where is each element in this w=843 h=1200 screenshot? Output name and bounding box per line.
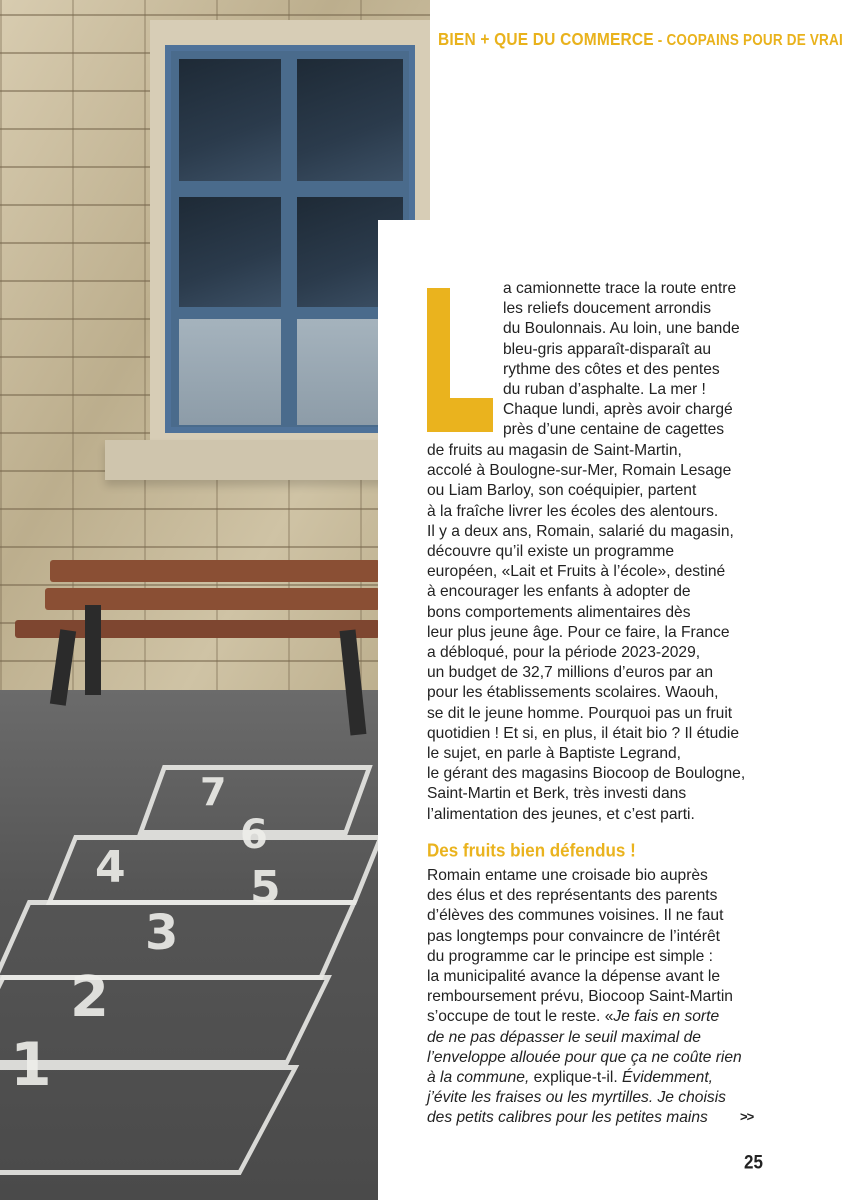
text-line	[427, 1068, 742, 1088]
text-line: la municipalité avance la dépense avant le	[427, 968, 721, 986]
text-line: à la fraîche livrer les écoles des alentours.	[427, 502, 719, 520]
text-line: remboursement prévu, Biocoop Saint-Martin	[427, 988, 733, 1006]
quote-fragment: de ne pas dépasser le seuil maximal de	[427, 1028, 701, 1046]
hopscotch-number: 5	[250, 862, 281, 913]
page-number: 25	[744, 1151, 763, 1173]
body-paragraph	[427, 441, 745, 825]
text-line: pas longtemps pour convaincre de l’intérêt	[427, 927, 720, 945]
text-line	[427, 1028, 742, 1048]
text-line: ou Liam Barloy, son coéquipier, partent	[427, 482, 697, 500]
dropcap-letter	[427, 288, 493, 432]
hopscotch-number: 6	[240, 812, 268, 858]
quote-fragment: j’évite les fraises ou les myrtilles. Je choisis	[427, 1089, 726, 1107]
quote-fragment: Évidemment,	[622, 1069, 714, 1087]
text-fragment: explique-t-il.	[529, 1069, 623, 1087]
text-line: des élus et des représentants des parents	[427, 887, 718, 905]
text-line	[427, 1108, 742, 1128]
text-line: leur plus jeune âge. Pour ce faire, la France	[427, 623, 730, 641]
text-line: Chaque lundi, après avoir chargé	[503, 401, 733, 419]
text-line	[427, 1007, 742, 1027]
text-line: rythme des côtes et des pentes	[503, 360, 720, 378]
hopscotch-number: 7	[200, 770, 227, 814]
text-line: européen, «Lait et Fruits à l’école», destiné	[427, 563, 726, 581]
text-line: Romain entame une croisade bio auprès	[427, 867, 708, 884]
text-line: bons comportements alimentaires dès	[427, 603, 691, 621]
text-line: a camionnette trace la route entre	[503, 280, 737, 297]
text-line: du Boulonnais. Au loin, une bande	[503, 320, 740, 338]
text-line: pour les établissements scolaires. Waouh,	[427, 684, 719, 702]
text-line: les reliefs doucement arrondis	[503, 300, 712, 318]
text-line: quotidien ! Et si, en plus, il était bio ? Il étudie	[427, 724, 740, 742]
text-fragment: s’occupe de tout le reste. «	[427, 1008, 614, 1026]
hopscotch-number: 1	[10, 1030, 52, 1100]
text-line: près d’une centaine de cagettes	[503, 421, 725, 439]
section-subheading: Des fruits bien défendus !	[427, 840, 636, 861]
text-line	[427, 1048, 742, 1068]
text-line: le gérant des magasins Biocoop de Boulogne,	[427, 765, 746, 783]
text-line: Il y a deux ans, Romain, salarié du magasin,	[427, 522, 734, 540]
hopscotch-number: 4	[95, 842, 126, 893]
hopscotch-number: 3	[145, 905, 179, 961]
section-header	[438, 30, 843, 51]
text-line: l’alimentation des jeunes, et c’est parti.	[427, 805, 695, 823]
quote-fragment: des petits calibres pour les petites mains	[427, 1109, 708, 1127]
text-line: se dit le jeune homme. Pourquoi pas un fruit	[427, 704, 733, 722]
text-line: du ruban d’asphalte. La mer !	[503, 381, 706, 399]
text-line: du programme car le principe est simple :	[427, 947, 714, 965]
header-separator: -	[653, 31, 667, 49]
hopscotch-number: 2	[70, 965, 109, 1030]
text-line: a débloqué, pour la période 2023-2029,	[427, 644, 701, 662]
quote-fragment: Je fais en sorte	[613, 1008, 720, 1026]
article-title: COOPAINS POUR DE VRAI	[666, 31, 843, 49]
intro-paragraph	[503, 279, 740, 441]
text-line: le sujet, en parle à Baptiste Legrand,	[427, 745, 681, 763]
section2-paragraph	[427, 866, 742, 1129]
text-line: à encourager les enfants à adopter de	[427, 583, 691, 601]
text-line: d’élèves des communes voisines. Il ne faut	[427, 907, 724, 925]
text-line: bleu-gris apparaît-disparaît au	[503, 340, 712, 358]
quote-fragment: l’enveloppe allouée pour que ça ne coûte rien	[427, 1048, 742, 1066]
text-line: un budget de 32,7 millions d’euros par an	[427, 664, 714, 682]
text-line: de fruits au magasin de Saint-Martin,	[427, 442, 682, 459]
quote-fragment: à la commune,	[427, 1069, 530, 1087]
section-name: BIEN + QUE DU COMMERCE	[438, 30, 654, 50]
text-line: accolé à Boulogne-sur-Mer, Romain Lesage	[427, 462, 732, 480]
text-line	[427, 1088, 742, 1108]
text-line: Saint-Martin et Berk, très investi dans	[427, 785, 687, 803]
text-line: découvre qu’il existe un programme	[427, 543, 675, 561]
continue-marker: >>	[740, 1109, 754, 1124]
